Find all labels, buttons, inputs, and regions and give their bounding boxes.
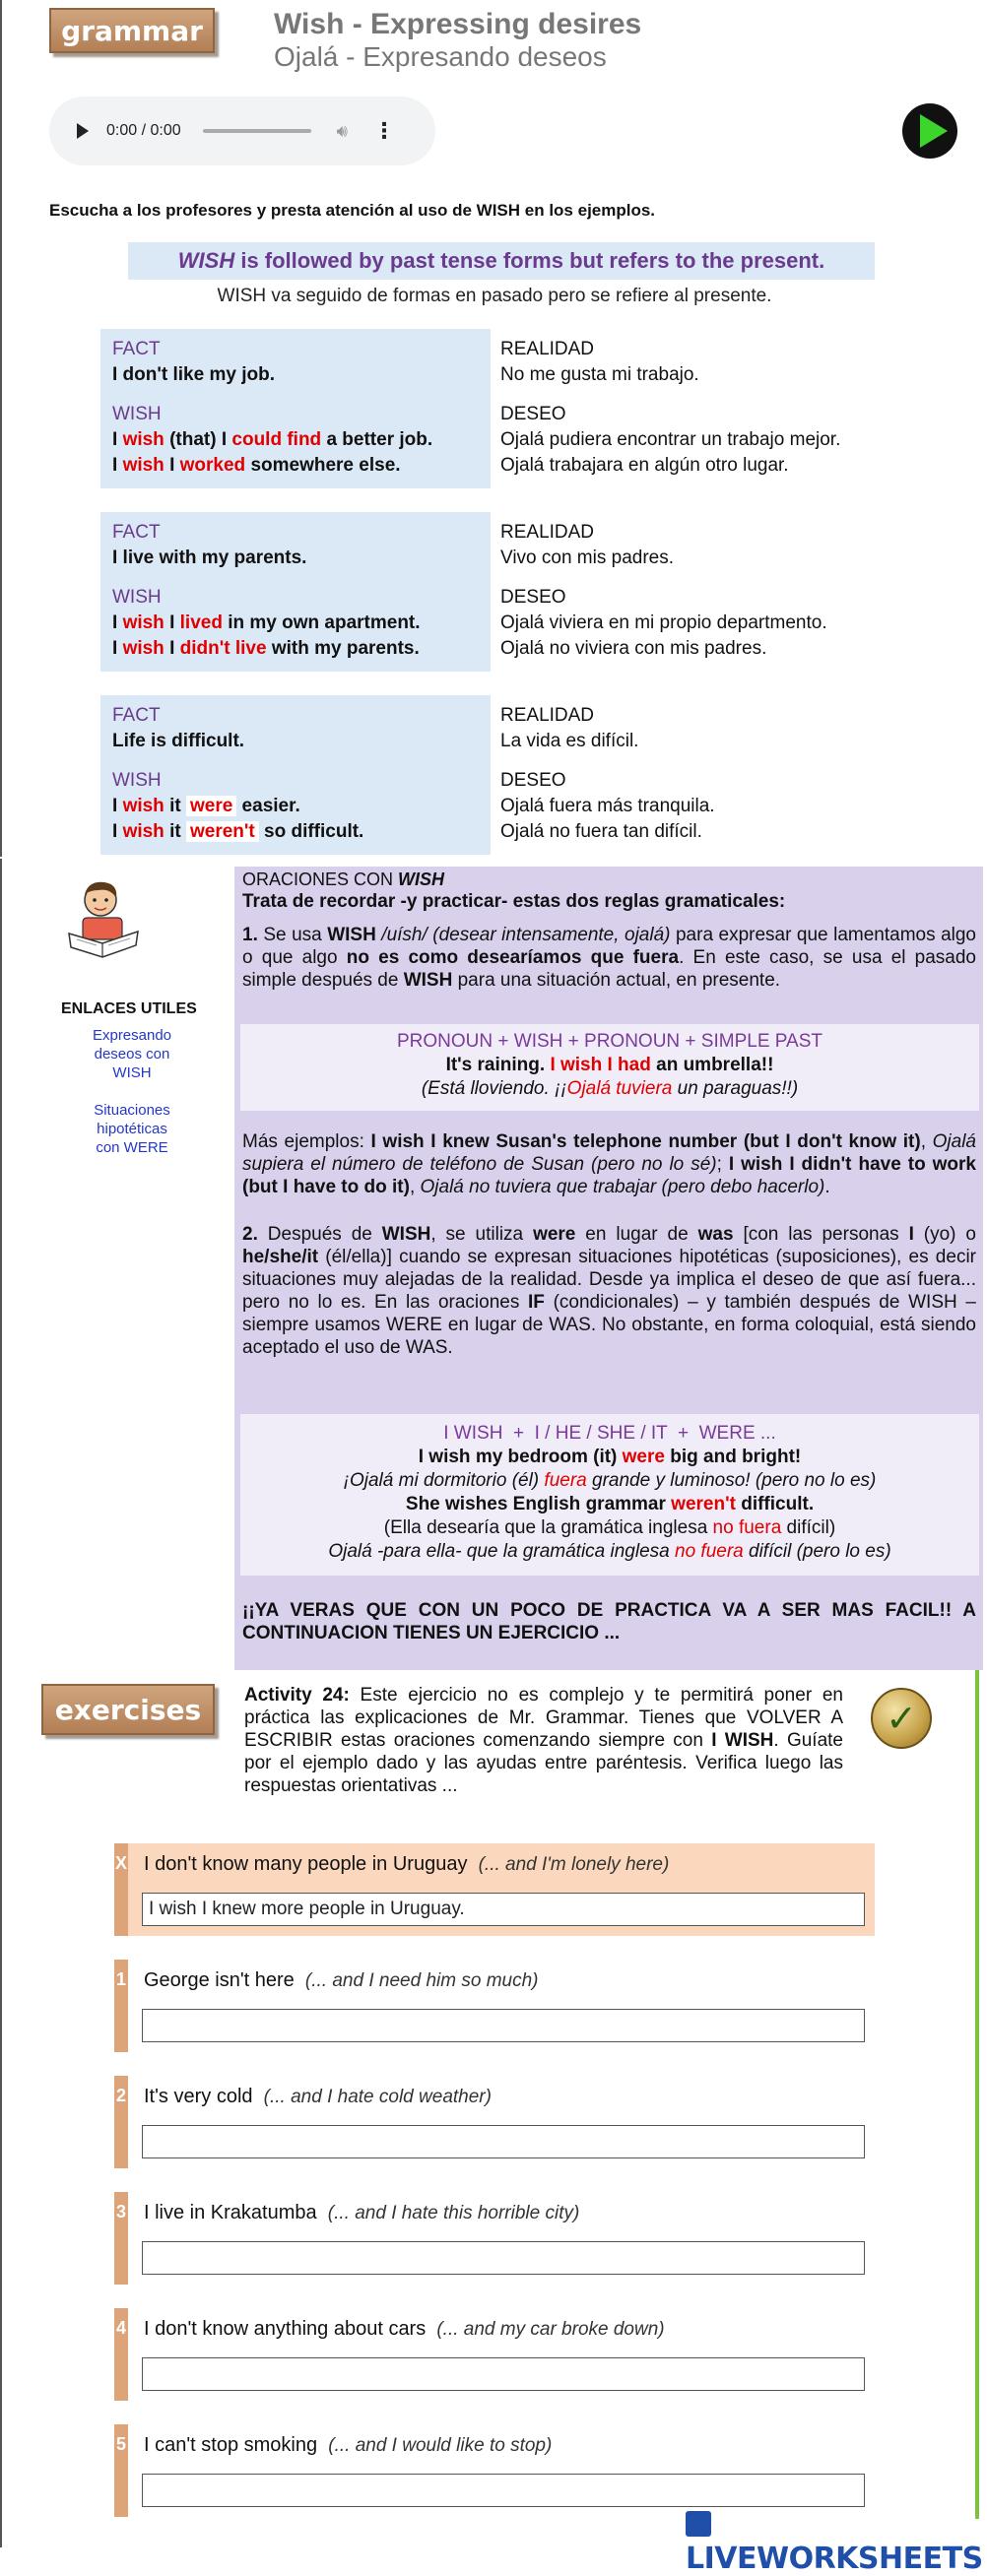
formula-1-translation: (Está lloviendo. ¡¡Ojalá tuviera un paraguas!!) bbox=[421, 1078, 799, 1099]
fact-label: FACT bbox=[112, 705, 161, 726]
wish-label: WISH bbox=[112, 587, 162, 608]
activity-instructions: Activity 24: Este ejercicio no es complejo y te permitirá poner en práctica las explicaciones de Mr. Grammar. Tienes que VOLVER A ESCRIBIR estas oraciones comenzando siempre con I WISH. Guíate por el ejemplo dado y las ayudas entre paréntesis. Verifica luego las respuestas orientativas ... bbox=[244, 1685, 844, 1796]
fact-translation: No me gusta mi trabajo. bbox=[500, 364, 699, 385]
page-subtitle: Ojalá - Expresando deseos bbox=[274, 41, 607, 72]
fact-sentence: Life is difficult. bbox=[112, 731, 245, 751]
rule-text: is followed by past tense forms but refers to the present. bbox=[234, 248, 825, 273]
example-block-1 bbox=[100, 329, 967, 488]
wish-label: WISH bbox=[112, 404, 162, 424]
wish-translation-2: Ojalá no viviera con mis padres. bbox=[500, 638, 767, 659]
example-block-3 bbox=[100, 695, 967, 855]
wish-sentence-1: I wish I lived in my own apartment. bbox=[112, 612, 421, 633]
answer-input-example[interactable] bbox=[142, 1893, 865, 1926]
formula-2-example-1: I wish my bedroom (it) were big and bright! bbox=[418, 1447, 802, 1467]
wish-translation-2: Ojalá trabajara en algún otro lugar. bbox=[500, 455, 789, 476]
play-icon[interactable] bbox=[77, 123, 89, 139]
exercises-badge: exercises bbox=[41, 1684, 215, 1735]
item-number: 3 bbox=[114, 2192, 128, 2285]
rules-panel bbox=[234, 867, 983, 1670]
fact-label: FACT bbox=[112, 339, 161, 359]
wish-sentence-1: I wish (that) I could find a better job. bbox=[112, 429, 433, 450]
wish-translation-1: Ojalá fuera más tranquila. bbox=[500, 796, 715, 816]
realidad-label: REALIDAD bbox=[500, 705, 595, 726]
fact-sentence: I don't like my job. bbox=[112, 364, 275, 385]
answer-input-4[interactable] bbox=[142, 2357, 865, 2391]
formula-box-2 bbox=[240, 1414, 979, 1576]
formula-2-translation-3: Ojalá -para ella- que la gramática inglesa no fuera difícil (pero lo es) bbox=[328, 1541, 891, 1562]
answer-input-3[interactable] bbox=[142, 2241, 865, 2275]
item-sentence: It's very cold (... and I hate cold weather) bbox=[144, 2086, 492, 2107]
example-block-2 bbox=[100, 512, 967, 672]
exercise-item-4 bbox=[114, 2308, 875, 2401]
wish-sentence-1: I wish it were easier. bbox=[112, 796, 300, 816]
realidad-label: REALIDAD bbox=[500, 522, 595, 543]
example-english-panel bbox=[100, 512, 491, 672]
example-spanish-panel bbox=[491, 329, 967, 488]
rule-2-paragraph: 2. Después de WISH, se utiliza were en lugar de was [con las personas I (yo) o he/she/it (él/ella)] cuando se expresan situaciones hipotéticas (suposiciones), es decir situaciones muy alejadas de la realidad. Desde ya implica el deseo de que así fuera... pero no lo es. En las oraciones IF (condicionales) – y también después de WISH – siempre usamos WERE en lugar de WAS. No obstante, en forma coloquial, está siendo aceptado el uso de WAS. bbox=[242, 1224, 976, 1358]
oraciones-subtitle: Trata de recordar -y practicar- estas dos reglas gramaticales: bbox=[242, 891, 786, 912]
audio-player[interactable] bbox=[49, 97, 435, 165]
audio-progress-track[interactable] bbox=[203, 129, 311, 133]
rule-translation: WISH va seguido de formas en pasado pero se refiere al presente. bbox=[217, 286, 772, 306]
example-spanish-panel bbox=[491, 695, 967, 855]
exercises-section bbox=[0, 1670, 985, 2576]
fact-translation: La vida es difícil. bbox=[500, 731, 639, 751]
formula-2-example-2: She wishes English grammar weren't difficult. bbox=[405, 1494, 815, 1514]
useful-links-sidebar bbox=[6, 867, 232, 1670]
green-play-button[interactable] bbox=[902, 103, 957, 159]
link-expresando-deseos[interactable]: Expresando deseos con WISH bbox=[92, 1027, 172, 1081]
green-play-icon bbox=[920, 114, 948, 148]
rule-wish-word: WISH bbox=[177, 248, 235, 273]
formula-1: PRONOUN + WISH + PRONOUN + SIMPLE PAST bbox=[397, 1031, 822, 1052]
reading-student-icon bbox=[59, 878, 148, 959]
item-number: 2 bbox=[114, 2076, 128, 2168]
rules-section bbox=[0, 859, 985, 1670]
formula-2-translation-2: (Ella desearía que la gramática inglesa no fuera difícil) bbox=[383, 1517, 836, 1538]
deseo-label: DESEO bbox=[500, 587, 566, 608]
rule-box bbox=[128, 242, 875, 280]
deseo-label: DESEO bbox=[500, 404, 566, 424]
intro-text: Escucha a los profesores y presta atención al uso de WISH en los ejemplos. bbox=[49, 201, 656, 220]
volume-icon[interactable]: 🔊︎ bbox=[336, 120, 348, 141]
item-number: 4 bbox=[114, 2308, 128, 2401]
oraciones-title: ORACIONES CON WISH bbox=[242, 869, 445, 889]
formula-2: I WISH + I / HE / SHE / IT + WERE ... bbox=[443, 1423, 776, 1444]
exercise-item-example bbox=[114, 1843, 875, 1936]
fact-translation: Vivo con mis padres. bbox=[500, 547, 675, 568]
exercise-item-5 bbox=[114, 2424, 875, 2517]
more-examples-paragraph: Más ejemplos: I wish I knew Susan's telephone number (but I don't know it), Ojalá supiera el número de teléfono de Susan (pero no lo sé); I wish I didn't have to work (but I have to do it), Ojalá no tuviera que trabajar (pero debo hacerlo). bbox=[242, 1131, 976, 1197]
answer-input-2[interactable] bbox=[142, 2125, 865, 2158]
example-english-panel bbox=[100, 695, 491, 855]
realidad-label: REALIDAD bbox=[500, 339, 595, 359]
exercise-item-2 bbox=[114, 2076, 875, 2168]
useful-links-title: ENLACES UTILES bbox=[61, 1000, 197, 1017]
audio-time: 0:00 / 0:00 bbox=[106, 122, 181, 139]
wish-sentence-2: I wish it weren't so difficult. bbox=[112, 821, 364, 842]
formula-1-example: It's raining. I wish I had an umbrella!! bbox=[445, 1055, 774, 1075]
example-english-panel bbox=[100, 329, 491, 488]
formula-box-1 bbox=[240, 1024, 979, 1111]
item-sentence: I don't know anything about cars (... and my car broke down) bbox=[144, 2318, 665, 2340]
item-number: X bbox=[114, 1843, 128, 1936]
wish-translation-2: Ojalá no fuera tan difícil. bbox=[500, 821, 702, 842]
item-sentence: I live in Krakatumba (... and I hate this horrible city) bbox=[144, 2202, 580, 2223]
check-answers-button[interactable] bbox=[871, 1688, 932, 1749]
deseo-label: DESEO bbox=[500, 770, 566, 791]
item-sentence: I don't know many people in Uruguay (... and I'm lonely here) bbox=[144, 1853, 670, 1875]
wish-translation-1: Ojalá pudiera encontrar un trabajo mejor. bbox=[500, 429, 841, 450]
page-title: Wish - Expressing desires bbox=[274, 8, 642, 40]
item-sentence: I can't stop smoking (... and I would like to stop) bbox=[144, 2434, 553, 2456]
answer-input-5[interactable] bbox=[142, 2474, 865, 2507]
exercise-item-3 bbox=[114, 2192, 875, 2285]
grammar-badge: grammar bbox=[49, 8, 215, 53]
item-sentence: George isn't here (... and I need him so much) bbox=[144, 1969, 539, 1991]
wish-sentence-2: I wish I worked somewhere else. bbox=[112, 455, 401, 476]
closing-message: ¡¡YA VERAS QUE CON UN POCO DE PRACTICA VA A SER MAS FACIL!! A CONTINUACION TIENES UN EJERCICIO ... bbox=[242, 1600, 976, 1643]
green-rail bbox=[975, 1670, 979, 2519]
grammar-section bbox=[0, 0, 985, 857]
liveworksheets-logo[interactable]: LIVEWORKSHEETS bbox=[686, 2507, 985, 2576]
formula-2-translation-1: ¡Ojalá mi dormitorio (él) fuera grande y luminoso! (pero no lo es) bbox=[343, 1470, 877, 1491]
example-spanish-panel bbox=[491, 512, 967, 672]
link-situaciones-hipoteticas[interactable]: Situaciones hipotéticas con WERE bbox=[94, 1102, 170, 1156]
wish-sentence-2: I wish I didn't live with my parents. bbox=[112, 638, 420, 659]
answer-input-1[interactable] bbox=[142, 2009, 865, 2042]
fact-sentence: I live with my parents. bbox=[112, 547, 307, 568]
more-options-icon[interactable]: ⋮ bbox=[372, 118, 395, 143]
item-number: 1 bbox=[114, 1960, 128, 2052]
checkmark-icon: ✓ bbox=[886, 1698, 917, 1740]
rule-1-paragraph: 1. Se usa WISH /uísh/ (desear intensamente, ojalá) para expresar que lamentamos algo o que algo no es como desearíamos que fuera. En este caso, se usa el pasado simple después de WISH para una situación actual, en presente. bbox=[242, 925, 976, 991]
fact-label: FACT bbox=[112, 522, 161, 543]
liveworksheets-icon bbox=[686, 2511, 711, 2537]
exercise-item-1 bbox=[114, 1960, 875, 2052]
wish-label: WISH bbox=[112, 770, 162, 791]
wish-translation-1: Ojalá viviera en mi propio departmento. bbox=[500, 612, 827, 633]
item-number: 5 bbox=[114, 2424, 128, 2517]
